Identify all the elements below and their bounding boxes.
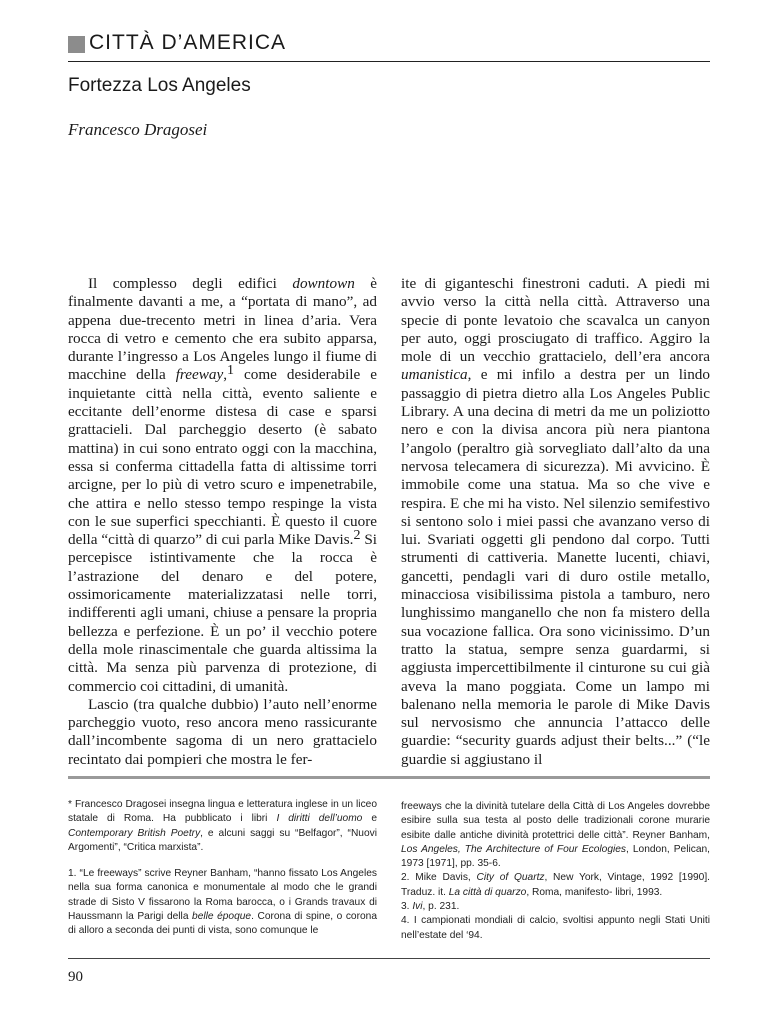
footnote-1: 1. “Le freeways” scrive Reyner Banham, “hanno fissato Los Angeles nella sua forma canonica e monumentale al modo che le grandi strade di Sisto V fissarono la Roma barocca, o i Grands travaux di Haussmann la Parigi della belle époque. Corona di spine, o corona di alloro a seconda dei punti di vista, sono comunque le — [68, 868, 377, 937]
paragraph-2: Lascio (tra qualche dubbio) l’auto nell’enorme parcheggio vuoto, reso ancora meno rassicurante dall’incombente sagoma di un nero grattacielo recintato dai pompieri che mostra le fer- — [68, 695, 377, 768]
footnote-3: 3. Ivi, p. 231. — [401, 901, 460, 913]
body-column-right — [401, 275, 710, 769]
footnotes-right — [401, 800, 710, 943]
article-title: Fortezza Los Angeles — [68, 75, 251, 96]
footnote-author: * Francesco Dragosei insegna lingua e letteratura inglese in un liceo statale di Roma. Ha pubblicato i libri I diritti dell’uomo e Contemporary British Poetry, e alcuni saggi su “Belfagor”, “Nuovi Argomenti”, “Critica marxista”. — [68, 799, 378, 853]
page-bottom-rule — [68, 958, 710, 959]
author-name: Francesco Dragosei — [68, 120, 208, 139]
footnote-ref-2[interactable]: 2 — [353, 528, 361, 544]
footnote-ref-1[interactable]: 1 — [227, 363, 234, 379]
paragraph-1: Il complesso degli edifici downtown è finalmente davanti a me, a “portata di mano”, ad appena due-trecento metri in linea d’aria. Vera rocca di vetro e cemento che era subito apparsa, durante l’ingresso a Los Angeles lungo il fiume di macchine della freeway,$^1$ come desiderabile e inquietante città nella città, evento saliente e eccitante dell’enorme distesa di case e sparsi grattacieli. Dal parcheggio deserto (è sabato mattina) in cui sono entrato oggi con la macchina, essa si conferma cittadella fatta di altissime torri arcigne, per lo più di vetro scuro e impenetrabile, che attira e nello stesso tempo respinge la vista con le sue superfici specchianti. È questo il cuore della “città di quarzo” di cui parla Mike Davis.$^2$ Si percepisce istintivamente che la rocca è l’astrazione del denaro e del potere, ossimoricamente materializzatasi nelle torri, indifferenti agli umani, chiuse a pensare la propria bellezza e perfezione. È un po’ il vecchio potere della mole rinascimentale che guarda altissima la città. Ma senza più parvenza di protezione, di commercio coi cittadini, di umanità. — [68, 275, 377, 695]
body-column-left — [68, 275, 377, 769]
section-title: CITTÀ D’AMERICA — [89, 31, 287, 54]
footnote-1-continued: freeways che la divinità tutelare della Città di Los Angeles dovrebbe esibire sulla sua testa al posto delle tradizionali corone murarie esibite dalle antiche divinità protettrici delle città”. Reyner Banham, Los Angeles, The Architecture of Four Ecologies, London, Pelican, 1973 [1971], pp. 35-6. — [401, 801, 710, 870]
footnotes-left — [68, 798, 377, 939]
section-marker-square — [68, 36, 85, 53]
paragraph-3: ite di giganteschi finestroni caduti. A piedi mi avvio verso la città nella città. Attraverso una specie di ponte levatoio che scavalca un canyon per auto, oggi prosciugato di traffico. Aggiro la mole di un vecchio grattacielo, dell’era ancora umanistica, e mi infilo a destra per un lindo passaggio di pietra dietro alla Los Angeles Public Library. A una decina di metri da me un poliziotto nero e con la divisa ancora più nera piantona l’angolo (peraltro già sorvegliato dall’alto da una nervosa telecamera di sicurezza). Mi avvicino. È immobile come una statua. Ma so che vive e respira. E che mi ha visto. Nel silenzio semifestivo si sentono solo i miei passi che avanzano verso di lui. Svariati oggetti gli pendono dal corpo. Tutti strumenti di cattiveria. Manette lucenti, chiavi, gancetti, pendagli vari di duro ostile metallo, minacciosa visibilissima pistola a tamburo, nero lunghissimo manganello che non fa mistero della sua vocazione fallica. Ora sono vicinissimo. D’un tratto la statua, sempre senza guardarmi, si aggiusta impercettibilmente il cinturone su cui già aveva la mano poggiata. Come un lampo mi balenano nella memoria le parole di Mike Davis sul nervosismo che annuncia l’attacco delle guardie: “security guards adjust their belts...” (“le guardie si aggiustano il — [401, 275, 710, 768]
footnote-separator — [68, 776, 710, 779]
page-number: 90 — [68, 969, 83, 985]
footnote-2: 2. Mike Davis, City of Quartz, New York, Vintage, 1992 [1990]. Traduz. it. La città di quarzo, Roma, manifesto- libri, 1993. — [401, 872, 710, 898]
footnote-4: 4. I campionati mondiali di calcio, svoltisi appunto negli Stati Uniti nell’estate del ‘94. — [401, 915, 710, 941]
section-header — [68, 33, 710, 62]
